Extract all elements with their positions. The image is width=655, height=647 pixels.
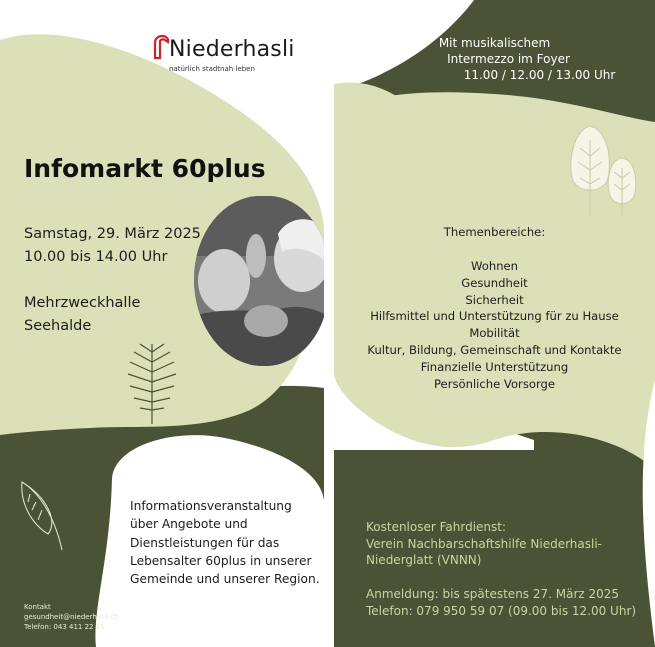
description-line: über Angebote und: [130, 517, 248, 532]
transport-line: Niederglatt (VNNN): [366, 553, 482, 568]
theme-item: Hilfsmittel und Unterstützung für zu Hause: [370, 309, 619, 324]
fir-branch-icon: [120, 338, 182, 426]
transport-line: Verein Nachbarschaftshilfe Niederhasli-: [366, 536, 603, 551]
registration-line: Anmeldung: bis spätestens 27. März 2025: [366, 587, 620, 601]
tree-icon: [562, 120, 642, 220]
music-intermezzo: [334, 35, 655, 83]
music-line: Intermezzo im Foyer: [447, 52, 570, 66]
leaf-icon: [18, 478, 68, 556]
music-line: 11.00 / 12.00 / 13.00 Uhr: [463, 68, 616, 82]
theme-item: Finanzielle Unterstützung: [420, 359, 569, 374]
seniors-photo-illustration: [194, 196, 324, 366]
logo-name: Niederhasli: [169, 37, 295, 62]
description-line: Informationsveranstaltung: [130, 499, 292, 513]
flyer-left-panel: [0, 0, 324, 647]
theme-item: Gesundheit: [461, 275, 528, 290]
venue-line-1: Mehrzweckhalle: [24, 295, 141, 311]
transport-line: Kostenloser Fahrdienst:: [366, 520, 507, 534]
event-title: Infomarkt 60plus: [24, 154, 266, 183]
description-line: Lebensalter 60plus in unserer: [130, 553, 312, 568]
contact-block: [24, 602, 119, 632]
contact-email: gesundheit@niederhasli.ch: [24, 613, 120, 621]
logo-tagline: natürlich stadtnah leben: [169, 65, 255, 73]
theme-item: Kultur, Bildung, Gemeinschaft und Kontakte: [367, 342, 622, 357]
theme-item: Wohnen: [470, 259, 519, 273]
theme-item: Sicherheit: [465, 292, 524, 307]
themes-heading: Themenbereiche:: [443, 225, 546, 239]
contact-label: Kontakt: [24, 603, 51, 611]
registration-info: [366, 586, 655, 619]
themes-list: [334, 258, 655, 392]
event-description: [130, 497, 320, 588]
registration-line: Telefon: 079 950 59 07 (09.00 bis 12.00 Uhr): [366, 603, 637, 618]
description-line: Dienstleistungen für das: [130, 535, 280, 550]
contact-phone: Telefon: 043 411 22 45: [24, 623, 105, 631]
flyer-right-panel: [334, 0, 655, 647]
transport-info: [366, 519, 655, 569]
niederhasli-logo: [152, 28, 312, 78]
music-line: Mit musikalischem: [438, 36, 551, 50]
logo-mark-icon: [152, 34, 170, 60]
event-time: 10.00 bis 14.00 Uhr: [24, 249, 168, 265]
seniors-photo: [194, 196, 324, 366]
theme-item: Persönliche Vorsorge: [433, 376, 556, 391]
event-date: Samstag, 29. März 2025: [24, 226, 201, 242]
description-line: Gemeinde und unserer Region.: [130, 572, 320, 587]
theme-item: Mobilität: [469, 326, 520, 341]
venue-line-2: Seehalde: [24, 318, 92, 334]
